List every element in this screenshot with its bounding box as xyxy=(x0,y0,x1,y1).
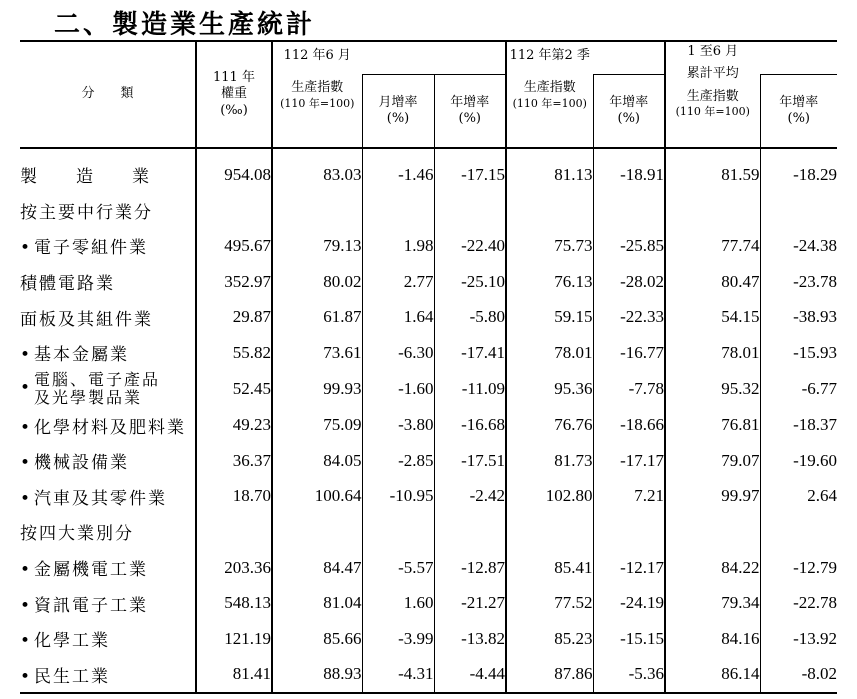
row-label xyxy=(20,657,196,694)
cell-q2-index xyxy=(506,193,593,229)
row-label-text: 按四大業別分 xyxy=(20,524,134,545)
cell-weight xyxy=(196,514,272,550)
cell-h1-index: 79.07 xyxy=(665,443,760,479)
cell-h1-index: 79.34 xyxy=(665,585,760,621)
row-label xyxy=(20,443,196,479)
cell-jun-index: 85.66 xyxy=(272,621,362,657)
cell-jun-index: 79.13 xyxy=(272,228,362,264)
cell-h1-yoy: -24.38 xyxy=(760,228,837,264)
bullet-icon: • xyxy=(20,560,33,581)
bullet-icon: • xyxy=(20,453,33,474)
cell-jun-mom: -5.57 xyxy=(362,550,434,586)
header-q2-group-spacer xyxy=(593,41,665,75)
cell-q2-index: 95.36 xyxy=(506,371,593,408)
cell-jun-yoy: -25.10 xyxy=(434,264,506,300)
row-label xyxy=(20,299,196,335)
cell-jun-index: 84.47 xyxy=(272,550,362,586)
table-row xyxy=(20,407,837,443)
bullet-icon: • xyxy=(20,345,33,366)
manufacturing-stats-table xyxy=(20,40,837,694)
cell-h1-yoy: -18.29 xyxy=(760,148,837,193)
row-label xyxy=(20,407,196,443)
cell-jun-mom: -3.99 xyxy=(362,621,434,657)
cell-q2-index: 76.13 xyxy=(506,264,593,300)
cell-jun-index: 80.02 xyxy=(272,264,362,300)
table-row xyxy=(20,148,837,193)
cell-jun-mom: -2.85 xyxy=(362,443,434,479)
cell-jun-yoy: -11.09 xyxy=(434,371,506,408)
cell-h1-yoy: -22.78 xyxy=(760,585,837,621)
cell-q2-index: 76.76 xyxy=(506,407,593,443)
table-row xyxy=(20,585,837,621)
header-h1-index: 1 至6 月 累計平均 生產指數 (110 年=100) xyxy=(665,41,760,148)
cell-h1-yoy: -38.93 xyxy=(760,299,837,335)
row-label-text: 汽車及其零件業 xyxy=(34,488,167,509)
table-row xyxy=(20,335,837,371)
cell-weight: 954.08 xyxy=(196,148,272,193)
header-jun-mom: 月增率 (%) xyxy=(362,75,434,149)
cell-h1-yoy: -6.77 xyxy=(760,371,837,408)
header-weight: 111 年 權重 (‰) xyxy=(196,41,272,148)
cell-q2-yoy: -18.91 xyxy=(593,148,665,193)
row-label-text: 電腦、電子產品及光學製品業 xyxy=(34,369,161,407)
cell-h1-index: 76.81 xyxy=(665,407,760,443)
row-label xyxy=(20,264,196,300)
cell-jun-index: 88.93 xyxy=(272,657,362,694)
cell-weight: 52.45 xyxy=(196,371,272,408)
cell-h1-yoy: -15.93 xyxy=(760,335,837,371)
cell-jun-mom xyxy=(362,514,434,550)
row-label xyxy=(20,193,196,229)
table-row xyxy=(20,621,837,657)
cell-jun-index: 83.03 xyxy=(272,148,362,193)
cell-q2-yoy: 7.21 xyxy=(593,479,665,515)
header-q2-index: 112 年第2 季 生產指數 (110 年=100) xyxy=(506,41,593,148)
cell-weight: 121.19 xyxy=(196,621,272,657)
cell-weight: 548.13 xyxy=(196,585,272,621)
bullet-icon: • xyxy=(20,238,33,259)
cell-q2-index: 102.80 xyxy=(506,479,593,515)
cell-h1-yoy: -13.92 xyxy=(760,621,837,657)
cell-q2-yoy: -18.66 xyxy=(593,407,665,443)
cell-h1-yoy: -23.78 xyxy=(760,264,837,300)
cell-h1-yoy: -12.79 xyxy=(760,550,837,586)
bullet-icon: • xyxy=(20,631,33,652)
cell-q2-index: 81.13 xyxy=(506,148,593,193)
cell-jun-mom: -10.95 xyxy=(362,479,434,515)
table-row xyxy=(20,228,837,264)
table-body xyxy=(20,148,837,693)
header-jun-group-spacer xyxy=(362,41,506,75)
bullet-icon: • xyxy=(20,666,33,687)
row-label xyxy=(20,479,196,515)
row-label xyxy=(20,228,196,264)
row-label xyxy=(20,148,196,193)
row-label-text: 面板及其組件業 xyxy=(20,309,153,330)
header-category: 分 類 xyxy=(81,86,134,102)
cell-weight xyxy=(196,193,272,229)
cell-jun-mom: -1.60 xyxy=(362,371,434,408)
header-jun-index: 112 年6 月 生產指數 (110 年=100) xyxy=(272,41,362,148)
row-label-text: 化學材料及肥料業 xyxy=(34,417,186,438)
cell-q2-index: 85.41 xyxy=(506,550,593,586)
cell-jun-yoy: -13.82 xyxy=(434,621,506,657)
cell-h1-index: 95.32 xyxy=(665,371,760,408)
cell-q2-yoy: -7.78 xyxy=(593,371,665,408)
bullet-icon: • xyxy=(20,488,33,509)
cell-jun-index xyxy=(272,193,362,229)
cell-jun-yoy: -17.15 xyxy=(434,148,506,193)
row-label-text: 基本金屬業 xyxy=(34,345,129,366)
cell-jun-yoy: -17.41 xyxy=(434,335,506,371)
row-label xyxy=(20,585,196,621)
row-label-text: 資訊電子工業 xyxy=(34,595,148,616)
row-label-text: 電子零組件業 xyxy=(34,238,148,259)
cell-h1-yoy: -18.37 xyxy=(760,407,837,443)
cell-weight: 18.70 xyxy=(196,479,272,515)
table-header xyxy=(20,41,837,148)
cell-jun-yoy: -16.68 xyxy=(434,407,506,443)
cell-jun-mom: -4.31 xyxy=(362,657,434,694)
cell-q2-yoy: -22.33 xyxy=(593,299,665,335)
cell-jun-index: 99.93 xyxy=(272,371,362,408)
cell-jun-yoy: -4.44 xyxy=(434,657,506,694)
cell-weight: 29.87 xyxy=(196,299,272,335)
cell-h1-index: 78.01 xyxy=(665,335,760,371)
row-label xyxy=(20,550,196,586)
cell-q2-yoy: -24.19 xyxy=(593,585,665,621)
cell-h1-yoy xyxy=(760,514,837,550)
cell-jun-index: 84.05 xyxy=(272,443,362,479)
cell-h1-index xyxy=(665,193,760,229)
cell-weight: 55.82 xyxy=(196,335,272,371)
bullet-icon: • xyxy=(20,595,33,616)
cell-q2-index: 85.23 xyxy=(506,621,593,657)
cell-h1-index: 77.74 xyxy=(665,228,760,264)
cell-q2-yoy: -28.02 xyxy=(593,264,665,300)
cell-jun-yoy: -5.80 xyxy=(434,299,506,335)
cell-weight: 352.97 xyxy=(196,264,272,300)
bullet-icon: • xyxy=(20,378,33,399)
cell-jun-yoy: -21.27 xyxy=(434,585,506,621)
cell-weight: 203.36 xyxy=(196,550,272,586)
cell-h1-index: 84.22 xyxy=(665,550,760,586)
table-row xyxy=(20,550,837,586)
cell-q2-yoy: -15.15 xyxy=(593,621,665,657)
cell-jun-mom: -6.30 xyxy=(362,335,434,371)
cell-jun-index xyxy=(272,514,362,550)
cell-jun-index: 73.61 xyxy=(272,335,362,371)
row-label xyxy=(20,335,196,371)
row-label xyxy=(20,371,196,408)
table-row xyxy=(20,264,837,300)
header-h1-yoy: 年增率 (%) xyxy=(760,75,837,149)
cell-h1-index: 99.97 xyxy=(665,479,760,515)
cell-jun-yoy xyxy=(434,514,506,550)
row-label-text: 積體電路業 xyxy=(20,274,115,295)
cell-h1-index: 54.15 xyxy=(665,299,760,335)
cell-h1-yoy: -19.60 xyxy=(760,443,837,479)
table-row xyxy=(20,299,837,335)
cell-q2-index: 75.73 xyxy=(506,228,593,264)
page-title: 二、製造業生產統計 xyxy=(54,10,316,40)
cell-q2-index xyxy=(506,514,593,550)
cell-jun-yoy xyxy=(434,193,506,229)
cell-jun-index: 61.87 xyxy=(272,299,362,335)
cell-jun-index: 81.04 xyxy=(272,585,362,621)
cell-q2-index: 78.01 xyxy=(506,335,593,371)
table-row xyxy=(20,657,837,694)
cell-jun-mom xyxy=(362,193,434,229)
row-label-text: 民生工業 xyxy=(34,666,110,687)
cell-weight: 49.23 xyxy=(196,407,272,443)
cell-q2-index: 77.52 xyxy=(506,585,593,621)
row-label xyxy=(20,514,196,550)
cell-q2-yoy: -12.17 xyxy=(593,550,665,586)
cell-q2-index: 59.15 xyxy=(506,299,593,335)
table-row xyxy=(20,443,837,479)
cell-h1-index: 84.16 xyxy=(665,621,760,657)
row-label-text: 機械設備業 xyxy=(34,453,129,474)
table-row xyxy=(20,514,837,550)
cell-h1-index xyxy=(665,514,760,550)
cell-h1-index: 86.14 xyxy=(665,657,760,694)
row-label-text: 金屬機電工業 xyxy=(34,560,148,581)
cell-q2-yoy: -5.36 xyxy=(593,657,665,694)
cell-weight: 36.37 xyxy=(196,443,272,479)
cell-q2-yoy xyxy=(593,514,665,550)
cell-jun-mom: 1.98 xyxy=(362,228,434,264)
cell-jun-index: 100.64 xyxy=(272,479,362,515)
cell-jun-yoy: -17.51 xyxy=(434,443,506,479)
cell-q2-yoy: -25.85 xyxy=(593,228,665,264)
bullet-icon: • xyxy=(20,417,33,438)
header-q2-yoy: 年增率 (%) xyxy=(593,75,665,149)
row-label xyxy=(20,621,196,657)
cell-jun-mom: 2.77 xyxy=(362,264,434,300)
cell-q2-index: 87.86 xyxy=(506,657,593,694)
cell-q2-yoy: -17.17 xyxy=(593,443,665,479)
cell-jun-yoy: -22.40 xyxy=(434,228,506,264)
cell-jun-mom: 1.64 xyxy=(362,299,434,335)
table-row xyxy=(20,479,837,515)
cell-jun-mom: 1.60 xyxy=(362,585,434,621)
header-h1-group-spacer xyxy=(760,41,837,75)
row-label-text: 化學工業 xyxy=(34,631,110,652)
cell-weight: 495.67 xyxy=(196,228,272,264)
cell-jun-mom: -3.80 xyxy=(362,407,434,443)
cell-jun-mom: -1.46 xyxy=(362,148,434,193)
cell-h1-index: 81.59 xyxy=(665,148,760,193)
row-label-text: 製 造 業 xyxy=(20,167,160,188)
cell-h1-yoy: -8.02 xyxy=(760,657,837,694)
cell-h1-index: 80.47 xyxy=(665,264,760,300)
header-jun-yoy: 年增率 (%) xyxy=(434,75,506,149)
cell-q2-yoy xyxy=(593,193,665,229)
cell-q2-yoy: -16.77 xyxy=(593,335,665,371)
cell-h1-yoy xyxy=(760,193,837,229)
table-row xyxy=(20,371,837,408)
cell-q2-index: 81.73 xyxy=(506,443,593,479)
cell-jun-yoy: -2.42 xyxy=(434,479,506,515)
cell-jun-yoy: -12.87 xyxy=(434,550,506,586)
cell-weight: 81.41 xyxy=(196,657,272,694)
cell-h1-yoy: 2.64 xyxy=(760,479,837,515)
cell-jun-index: 75.09 xyxy=(272,407,362,443)
row-label-text: 按主要中行業分 xyxy=(20,202,153,223)
table-row xyxy=(20,193,837,229)
